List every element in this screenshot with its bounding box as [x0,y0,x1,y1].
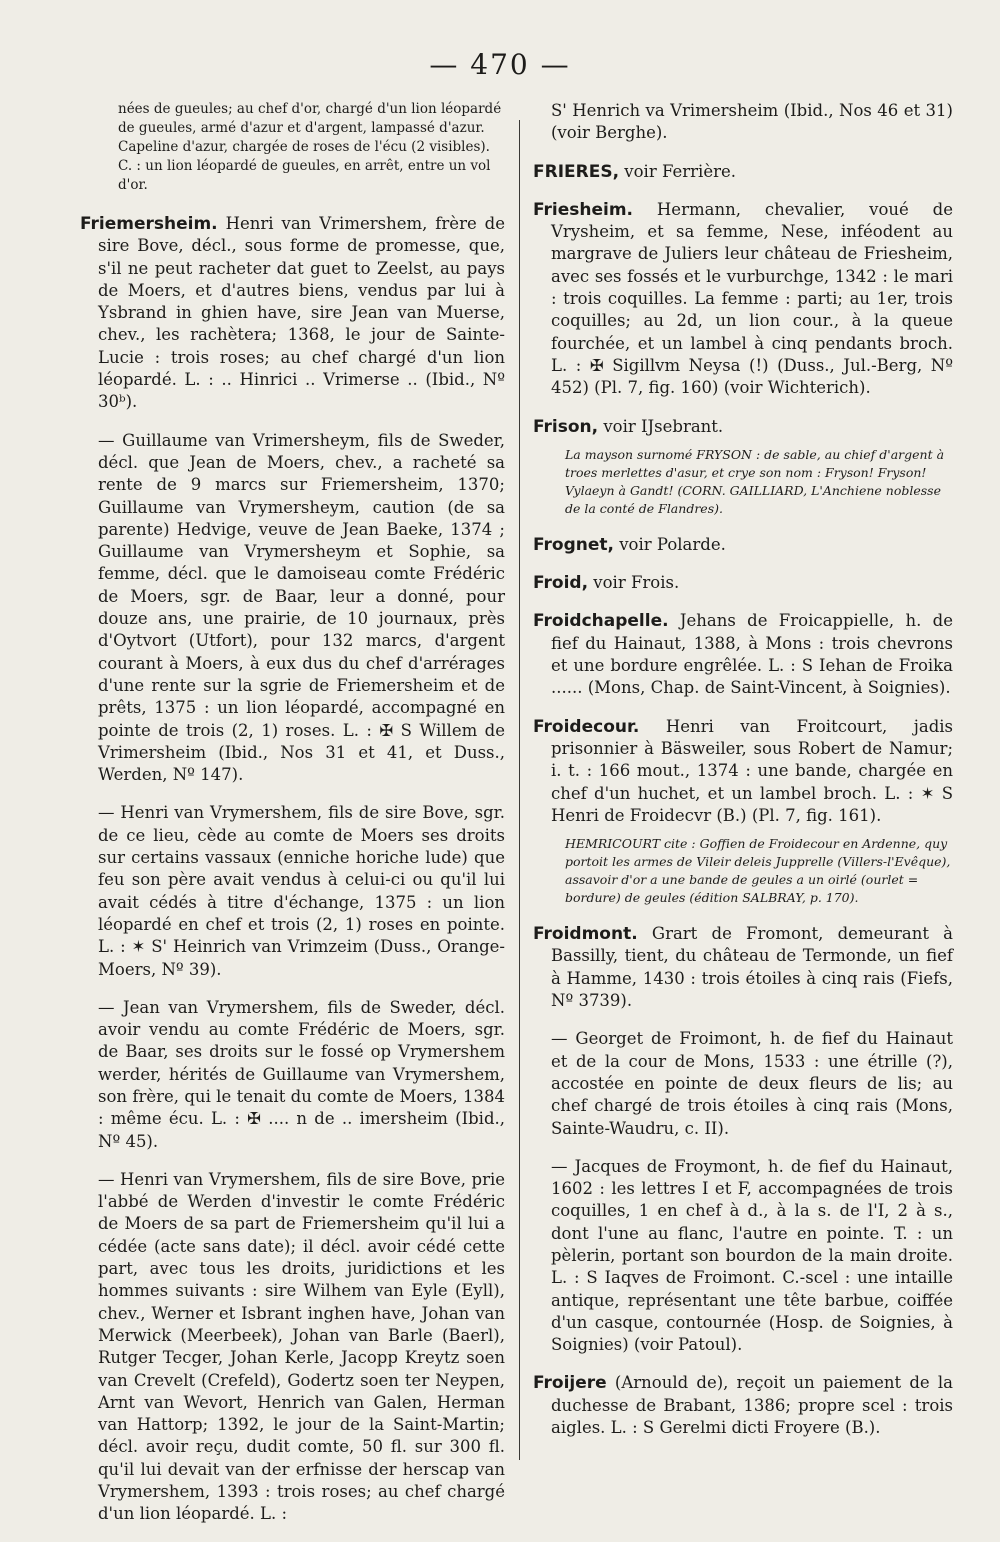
entry-text: — Henri van Vrymershem, fils de sire Bove, prie l'abbé de Werden d'investir le comte Frédéric de Moers de sa part de Friemersheim qu'il lui a cédée (acte sans date); il décl. avoir cédé cette part, avec tous les droits, juridictions et les hommes suivants : sire Wilhem van Eyle (Eyll), chev., Werner et Isbrant inghen have, Johan van Merwick (Meerbeek), Johan van Barle (Baerl), Rutger Tecger, Johan Kerle, Jacopp Kreytz soen van Crevelt (Crefeld), Godertz soen ter Neypen, Arnt van Wevort, Henrich van Galen, Herman van Hattorp; 1392, le jour de la Saint-Martin; décl. avoir reçu, dudit comte, 50 fl. sur 300 fl. qu'il lui devait van der erfnisse der herscap van Vrymershem, 1393 : trois roses; au chef chargé d'un lion léopardé. L. : [98,1169,505,1524]
entry-froidchapelle [533,610,953,699]
entry-text: (Arnould de), reçoit un paiement de la duchesse de Brabant, 1386; propre scel : trois aigles. L. : S Gerelmi dicti Froyere (B.). [551,1373,953,1438]
entry-froid [533,572,953,594]
entry-text: — Jean van Vrymershem, fils de Sweder, décl. avoir vendu au comte Frédéric de Moers, sgr. de Baar, ses droits sur le fossé op Vrymershem werder, hérités de Guillaume van Vrymershem, son frère, qui le tenait du comte de Moers, 1384 : même écu. L. : ✠ .... n de .. imersheim (Ibid., Nº 45). [98,997,505,1151]
entry-jean [80,997,505,1153]
entry-friesheim [533,199,953,400]
entry-henri-1392 [80,1169,505,1526]
entry-head: Friesheim. [533,199,634,220]
note-frison: La mayson surnomé FRYSON : de sable, au chief d'argent à troes merlettes d'asur, et crye son nom : Fryson! Fryson! Vylaeyn à Gandt! (CORN. GAILLIARD, L'Anchiene noblesse de la conté de Flandres). [565,446,945,516]
column-rule [519,120,520,1460]
entry-text: — Georget de Froimont, h. de fief du Hainaut et de la cour de Mons, 1533 : une étrille (?), accostée en pointe de deux fleurs de lis; au chef chargé de trois étoiles à cinq rais (Mons, Sainte-Waudru, c. II). [551,1029,953,1138]
entry-georget [533,1028,953,1139]
entry-henri-1375 [80,802,505,980]
entry-text: voir IJsebrant. [603,416,724,436]
entry-text: voir Frois. [593,573,680,593]
note-froidecour: HEMRICOURT cite : Goffien de Froidecour en Ardenne, quy portoit les armes de Vileir deleis Jupprelle (Villers-l'Evêque), assavoir d'or a une bande de geules a un oirlé (ourlet = bordure) de geules (édition SALBRAY, p. 170). [565,836,951,906]
entry-frison [533,416,953,438]
entry-frieres [533,161,953,183]
entry-text: — Guillaume van Vrimersheym, fils de Sweder, décl. que Jean de Moers, chev., a racheté sa rente de 9 marcs sur Friemersheim, 1370; Guillaume van Vrymersheym, caution (de sa parente) Hedvige, veuve de Jean Baeke, 1374 ; Guillaume van Vrymersheym et Sophie, sa femme, décl. que le damoiseau comte Frédéric de Moers, sgr. de Baar, leur a donné, pour douze ans, une prairie, de 10 journaux, près d'Oytvort (Utfort), pour 132 marcs, d'argent courant à Moers, à eux dus du chef d'arrérages d'une rente sur la sgrie de Friemersheim et de prêts, 1375 : un lion léopardé, accompagné en pointe de trois (2, 1) roses. L. : ✠ S Willem de Vrimersheim (Ibid., Nos 31 et 41, et Duss., Werden, Nº 147). [98,430,505,785]
entry-friemersheim [80,213,505,414]
entry-head: Froidecour. [533,716,640,737]
entry-head: Froid, [533,573,589,594]
intro-text: nées de gueules; au chef d'or, chargé d'un lion léopardé de gueules, armé d'azur et d'argent, lampassé d'azur. Capeline d'azur, chargée de roses de l'écu (2 visibles). C. : un lion léopardé de gueules, en arrêt, entre un vol d'or. [118,101,502,193]
right-column [533,100,953,1455]
entry-text: Henri van Vrimershem, frère de sire Bove, décl., sous forme de promesse, que, s'il ne peut racheter dat guet to Zeelst, au pays de Moers, et d'autres biens, vendus par lui à Ysbrand in ghien have, sire Jean van Muerse, chev., les rachètera; 1368, le jour de Sainte-Lucie : trois roses; au chef chargé d'un lion léopardé. L. : .. Hinrici .. Vrimerse .. (Ibid., Nº 30ᵇ). [98,214,505,412]
entry-text: voir Polarde. [619,534,726,554]
entry-head: Friemersheim. [80,214,218,234]
entry-head: Frognet, [533,534,614,555]
entry-text: voir Ferrière. [624,161,736,181]
entry-head: FRIERES, [533,161,620,182]
entry-text: Hermann, chevalier, voué de Vrysheim, et sa femme, Nese, inféodent au margrave de Juliers leur château de Friesheim, avec ses fossés et le vurburchge, 1342 : le mari : trois coquilles. La femme : parti; au 1er, trois coquilles; au 2d, un lion cour., à la queue fourchée, et un lambel à cinq pendants broch. L. : ✠ Sigillvm Neysa (!) (Duss., Jul.-Berg, Nº 452) (Pl. 7, fig. 160) (voir Wichterich). [551,199,953,398]
entry-froidmont [533,923,953,1012]
entry-text: Jehans de Froicappielle, h. de fief du Hainaut, 1388, à Mons : trois chevrons et une bordure engrêlée. L. : S Iehan de Froika ...... (Mons, Chap. de Saint-Vincent, à Soignies). [551,611,953,698]
entry-text: Henri van Froitcourt, jadis prisonnier à Bäsweiler, sous Robert de Namur; i. t. : 166 mout., 1374 : une bande, chargée en chef d'un huchet, et un lambel broch. L. : ✶ S Henri de Froidecvr (B.) (Pl. 7, fig. 161). [551,716,953,825]
entry-froijere [533,1372,953,1439]
page-number: — 470 — [429,48,571,81]
left-column [80,100,505,1542]
entry-text: S' Henrich va Vrimersheim (Ibid., Nos 46 et 31) (voir Berghe). [551,101,953,143]
entry-text: — Henri van Vrymershem, fils de sire Bove, sgr. de ce lieu, cède au comte de Moers ses droits sur certains vassaux (enniche horiche lude) que feu son père avait vendus à celui-ci ou qu'il lui avait cédés à titre d'échange, 1375 : un lion léopardé en chef et trois (2, 1) roses en pointe. L. : ✶ S' Heinrich van Vrimzeim (Duss., Orange-Moers, Nº 39). [98,803,505,979]
entry-continued [533,100,953,145]
entry-frognet [533,534,953,556]
entry-text: Grart de Fromont, demeurant à Bassilly, tient, du château de Termonde, un fief à Hamme, 1430 : trois étoiles à cinq rais (Fiefs, Nº 3739). [551,924,954,1011]
entry-jacques [533,1156,953,1357]
entry-guillaume [80,430,505,787]
entry-head: Froidmont. [533,924,638,945]
entry-head: Froijere [533,1373,607,1394]
entry-head: Froidchapelle. [533,611,669,632]
entry-head: Frison, [533,416,599,437]
entry-froidecour [533,716,953,827]
entry-text: — Jacques de Froymont, h. de fief du Hainaut, 1602 : les lettres I et F, accompagnées de trois coquilles, 1 en chef à d., à la s. de l'I, 2 à s., dont l'une au flanc, l'autre en pointe. T. : un pèlerin, portant son bourdon de la main droite. L. : S Iaqves de Froimont. C.-scel : une intaille antique, représentant une tête barbue, coiffée d'un casque, contournée (Hosp. de Soignies, à Soignies) (voir Patoul). [551,1156,953,1355]
